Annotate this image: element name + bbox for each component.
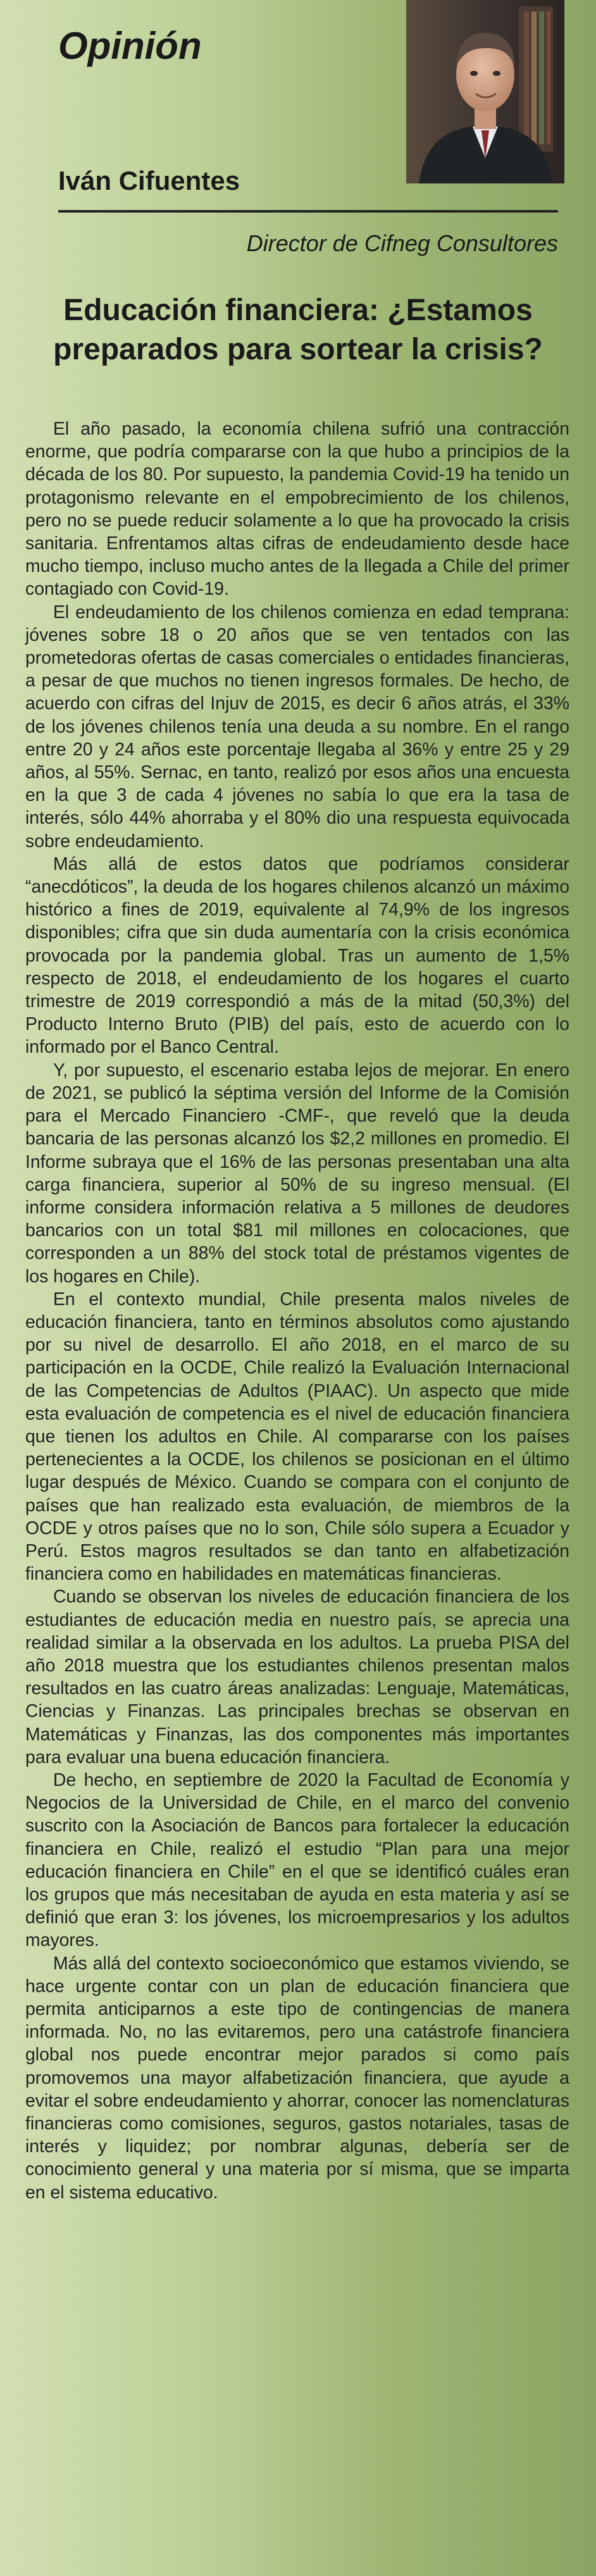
article-title: Educación financiera: ¿Estamos preparados para sortear la crisis? [53,294,543,366]
article-paragraph: El endeudamiento de los chilenos comienza en edad temprana: jóvenes sobre 18 o 20 años que se ven tentados con las prometedoras ofertas de casas comerciales o entidades financieras, a pesar de que muchos no tienen ingresos formales. De hecho, de acuerdo con cifras del Injuv de 2015, es decir 6 años atrás, el 33% de los jóvenes chilenos tenía una deuda a su nombre. En el rango entre 20 y 24 años este porcentaje llegaba al 36% y entre 25 y 29 años, al 55%. Sernac, en tanto, realizó por esos años una encuesta en la que 3 de cada 4 jóvenes no sabía lo que era la tasa de interés, sólo 44% ahorraba y el 80% dio una respuesta equivocada sobre endeudamiento. [25,602,569,851]
section-label: Opinión [58,25,202,67]
header-divider [58,210,558,213]
article-paragraph: En el contexto mundial, Chile presenta malos niveles de educación financiera, tanto en términos absolutos como ajustando por su nivel de desarrollo. El año 2018, en el marco de su participación en la OCDE, Chile realizó la Evaluación Internacional de las Competencias de Adultos (PIAAC). Un aspecto que mide esta evaluación de competencia es el nivel de educación financiera que tienen los adultos en Chile. Al compararse con los países pertenecientes a la OCDE, los chilenos se posicionan en el último lugar después de México. Cuando se compara con el conjunto de países que han realizado esta evaluación, de miembros de la OCDE y otros países que no lo son, Chile sólo supera a Ecuador y Perú. Estos magros resultados se dan tanto en alfabetización financiera como en habilidades en matemáticas financieras. [25,1289,569,1585]
article-paragraph: Más allá del contexto socioeconómico que estamos viviendo, se hace urgente contar con un plan de educación financiera que permita anticiparnos a este tipo de contingencias de manera informada. No, no las evitaremos, pero una catástrofe financiera global nos puede encontrar mejor parados si como país promovemos una mayor alfabetización financiera, que ayude a evitar el sobre endeudamiento y ahorrar, conocer las nomenclaturas financieras como comisiones, seguros, gastos notariales, tasas de interés y liquidez; por nombrar algunas, debería ser de conocimiento general y una materia por sí misma, que se imparta en el sistema educativo. [25,1953,569,2203]
article-paragraph: Y, por supuesto, el escenario estaba lejos de mejorar. En enero de 2021, se publicó la séptima versión del Informe de la Comisión para el Mercado Financiero -CMF-, que reveló que la deuda bancaria de las personas alcanzó los $2,2 millones en promedio. El Informe subraya que el 16% de las personas presentaban una alta carga financiera, superior al 50% de su ingreso mensual. (El informe considera información relativa a 5 millones de deudores bancarios con un total $81 mil millones en colocaciones, que corresponden a un 88% del stock total de préstamos vigentes de los hogares en Chile). [25,1060,569,1287]
article-paragraph: Más allá de estos datos que podríamos considerar “anecdóticos”, la deuda de los hogares chilenos alcanzó un máximo histórico a fines de 2019, equivalente al 74,9% de los ingresos disponibles; cifra que sin duda aumentaría con la crisis económica provocada por la pandemia global. Tras un aumento de 1,5% respecto de 2018, el endeudamiento de los hogares el cuarto trimestre de 2019 correspondió a más de la mitad (50,3%) del Producto Interno Bruto (PIB) del país, esto de acuerdo con lo informado por el Banco Central. [25,853,569,1058]
author-role: Director de Cifneg Consultores [246,230,558,256]
author-name: Iván Cifuentes [58,166,240,195]
article-body [25,418,569,2204]
article-paragraph: De hecho, en septiembre de 2020 la Facultad de Economía y Negocios de la Universidad de Chile, en el marco del convenio suscrito con la Asociación de Bancos para fortalecer la educación financiera en Chile, realizó el estudio “Plan para una mejor educación financiera en Chile” en el que se identificó cuáles eran los grupos que más necesitaban de ayuda en esta materia y así se definió que eran 3: los jóvenes, los microempresarios y los adultos mayores. [25,1769,569,1951]
article-paragraph: El año pasado, la economía chilena sufrió una contracción enorme, que podría compararse con la que hubo a principios de la década de los 80. Por supuesto, la pandemia Covid-19 ha tenido un protagonismo relevante en el empobrecimiento de los chilenos, pero no se puede reducir solamente a lo que ha provocado la crisis sanitaria. Enfrentamos altas cifras de endeudamiento desde hace mucho tiempo, incluso mucho antes de la llegada a Chile del primer contagiado con Covid-19. [25,419,569,600]
author-photo [406,0,564,183]
article-paragraph: Cuando se observan los niveles de educación financiera de los estudiantes de educación media en nuestro país, se aprecia una realidad similar a la observada en los adultos. La prueba PISA del año 2018 muestra que los estudiantes chilenos presentan malos resultados en las cuatro áreas analizadas: Lenguaje, Matemáticas, Ciencias y Finanzas. Las principales brechas se observan en Matemáticas y Finanzas, las dos componentes más importantes para evaluar una buena educación financiera. [25,1587,569,1768]
